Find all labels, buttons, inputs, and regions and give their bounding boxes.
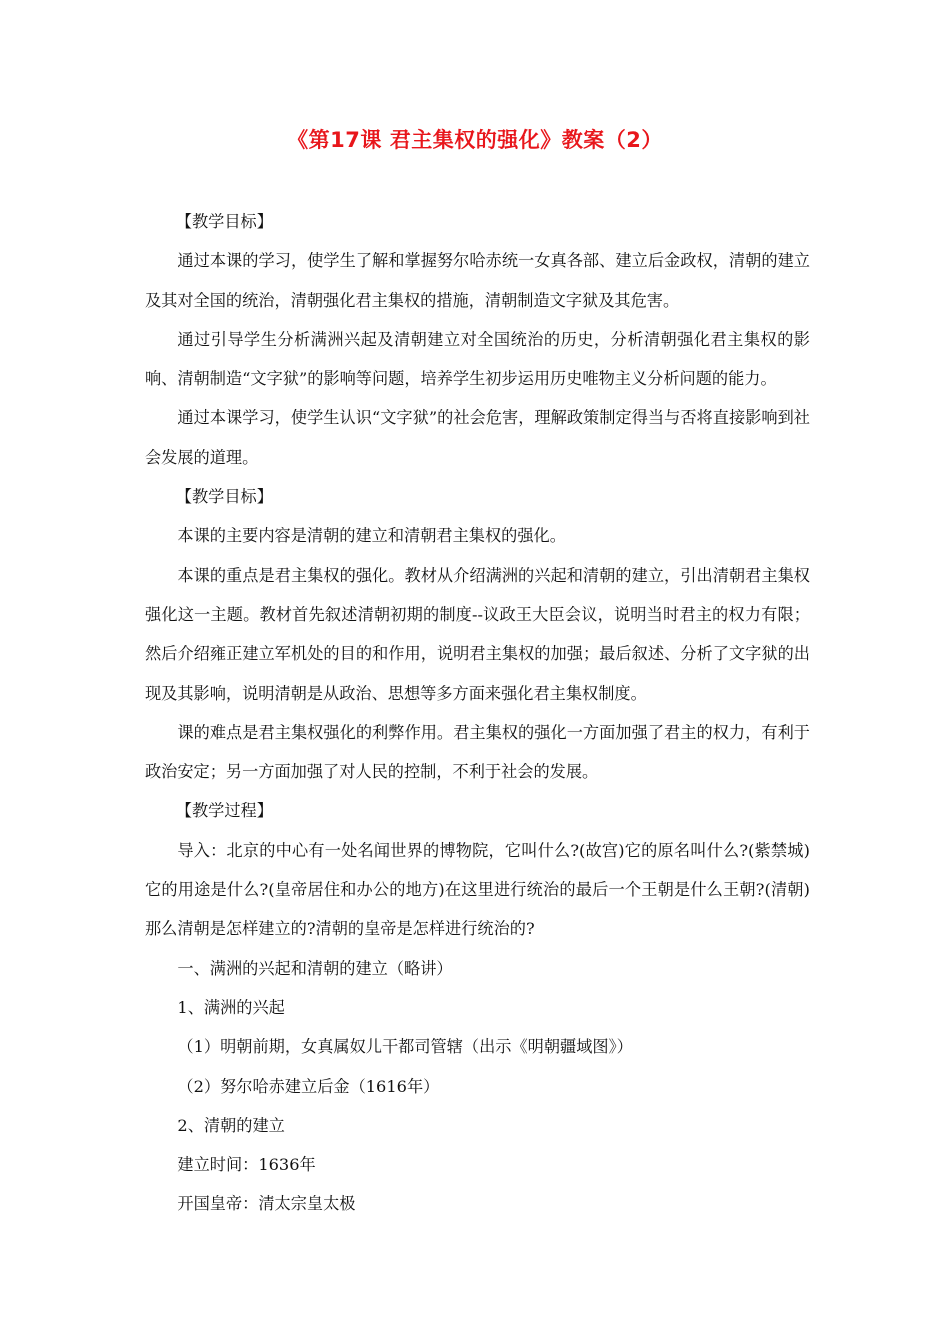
paragraph: 课的难点是君主集权强化的利弊作用。君主集权的强化一方面加强了君主的权力，有利于政治安定；另一方面加强了对人民的控制，不利于社会的发展。 bbox=[145, 722, 810, 782]
paragraph: 本课的主要内容是清朝的建立和清朝君主集权的强化。 bbox=[177, 526, 566, 546]
paragraph: 开国皇帝：清太宗皇太极 bbox=[177, 1194, 356, 1214]
paragraph: 1、满洲的兴起 bbox=[177, 997, 285, 1017]
section-heading-process: 【教学过程】 bbox=[175, 801, 273, 821]
document-body bbox=[145, 202, 810, 1224]
paragraph: 通过本课学习，使学生认识“文字狱”的社会危害，理解政策制定得当与否将直接影响到社会发展的道理。 bbox=[145, 408, 810, 467]
paragraph: 通过引导学生分析满洲兴起及清朝建立对全国统治的历史，分析清朝强化君主集权的影响、清朝制造“文字狱”的影响等问题，培养学生初步运用历史唯物主义分析问题的能力。 bbox=[145, 329, 810, 389]
section-heading-objectives-2: 【教学目标】 bbox=[175, 487, 273, 507]
paragraph: 建立时间：1636年 bbox=[177, 1155, 316, 1175]
paragraph: 通过本课的学习，使学生了解和掌握努尔哈赤统一女真各部、建立后金政权，清朝的建立及其对全国的统治，清朝强化君主集权的措施，清朝制造文字狱及其危害。 bbox=[145, 251, 810, 310]
document-title: 《第17课 君主集权的强化》教案（2） bbox=[287, 128, 663, 152]
paragraph: （2）努尔哈赤建立后金（1616年） bbox=[177, 1076, 440, 1096]
paragraph: 本课的重点是君主集权的强化。教材从介绍满洲的兴起和清朝的建立，引出清朝君主集权强化这一主题。教材首先叙述清朝初期的制度--议政王大臣会议，说明当时君主的权力有限；然后介绍雍正建立军机处的目的和作用，说明君主集权的加强；最后叙述、分析了文字狱的出现及其影响，说明清朝是从政治、思想等多方面来强化君主集权制度。 bbox=[145, 565, 810, 703]
section-heading-objectives: 【教学目标】 bbox=[175, 212, 273, 231]
paragraph: 一、满洲的兴起和清朝的建立（略讲） bbox=[177, 958, 453, 978]
paragraph: 2、清朝的建立 bbox=[177, 1115, 285, 1135]
paragraph: （1）明朝前期，女真属奴儿干都司管辖（出示《明朝疆域图》） bbox=[177, 1037, 633, 1057]
paragraph: 导入：北京的中心有一处名闻世界的博物院，它叫什么?(故宫)它的原名叫什么?(紫禁城)它的用途是什么?(皇帝居住和办公的地方)在这里进行统治的最后一个王朝是什么王朝?(清朝)那么清朝是怎样建立的?清朝的皇帝是怎样进行统治的? bbox=[145, 840, 810, 939]
